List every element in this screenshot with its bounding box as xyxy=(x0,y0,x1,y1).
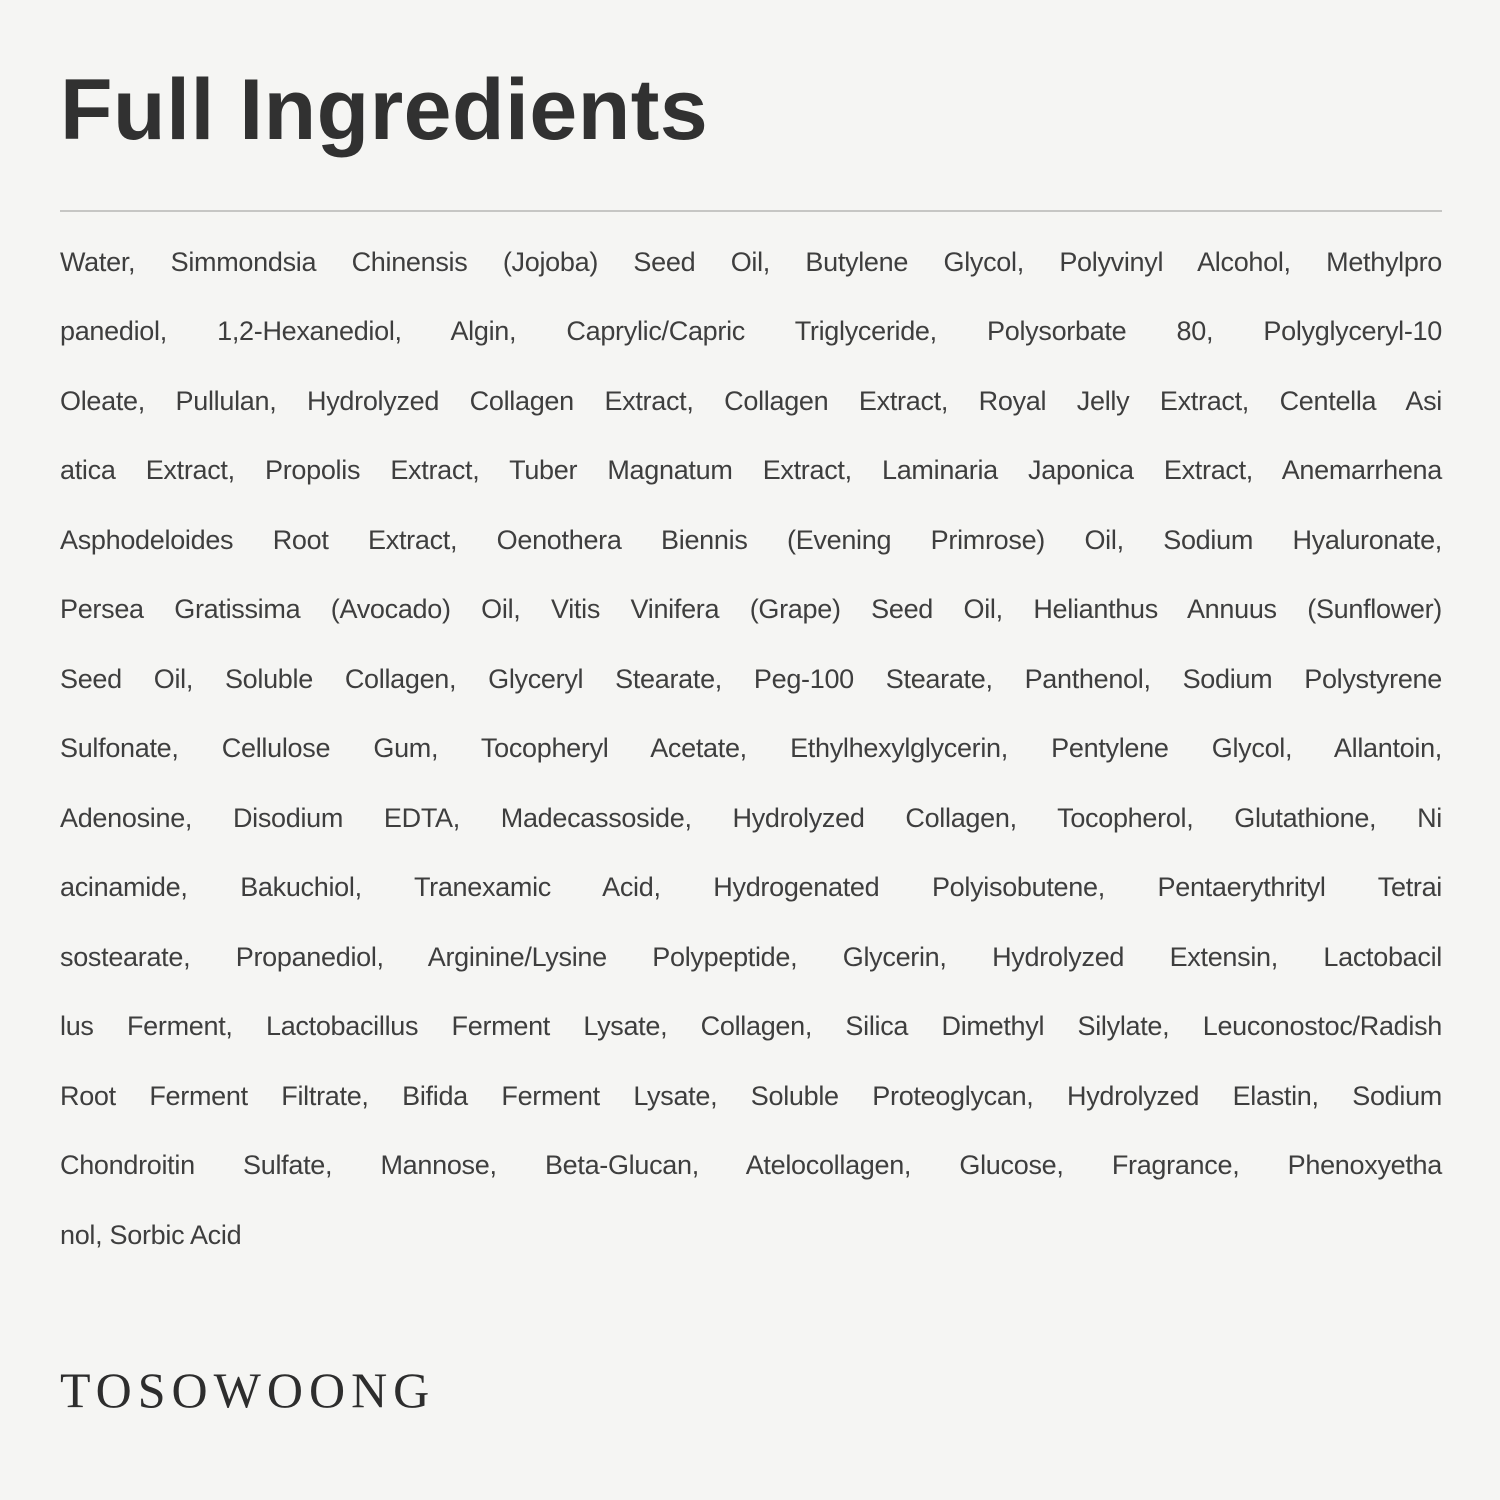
ingredients-line: Water, Simmondsia Chinensis (Jojoba) Seed Oil, Butylene Glycol, Polyvinyl Alcohol, Methylpro xyxy=(60,246,1442,277)
ingredients-line: Oleate, Pullulan, Hydrolyzed Collagen Extract, Collagen Extract, Royal Jelly Extract, Centella Asi xyxy=(60,385,1442,416)
ingredients-line: atica Extract, Propolis Extract, Tuber Magnatum Extract, Laminaria Japonica Extract, Anemarrhena xyxy=(60,455,1442,485)
ingredients-line: Root Ferment Filtrate, Bifida Ferment Lysate, Soluble Proteoglycan, Hydrolyzed Elastin, Sodium xyxy=(60,1080,1442,1111)
brand-logo: TOSOWOONG xyxy=(60,1362,436,1418)
ingredients-line: lus Ferment, Lactobacillus Ferment Lysate, Collagen, Silica Dimethyl Silylate, Leuconostoc/Radish xyxy=(60,1011,1442,1041)
ingredients-line: Asphodeloides Root Extract, Oenothera Biennis (Evening Primrose) Oil, Sodium Hyaluronate, xyxy=(60,524,1442,555)
ingredients-line: acinamide, Bakuchiol, Tranexamic Acid, Hydrogenated Polyisobutene, Pentaerythrityl Tetrai xyxy=(60,872,1442,902)
ingredients-line: Seed Oil, Soluble Collagen, Glyceryl Stearate, Peg-100 Stearate, Panthenol, Sodium Polystyrene xyxy=(60,663,1442,694)
ingredients-line: Persea Gratissima (Avocado) Oil, Vitis Vinifera (Grape) Seed Oil, Helianthus Annuus (Sunflower) xyxy=(60,594,1442,624)
ingredients-line: Sulfonate, Cellulose Gum, Tocopheryl Acetate, Ethylhexylglycerin, Pentylene Glycol, Allantoin, xyxy=(60,733,1442,763)
ingredients-line: panediol, 1,2-Hexanediol, Algin, Caprylic/Capric Triglyceride, Polysorbate 80, Polyglyceryl-10 xyxy=(60,316,1442,346)
divider xyxy=(60,210,1442,212)
page-title: Full Ingredients xyxy=(60,62,709,158)
ingredients-line: sostearate, Propanediol, Arginine/Lysine Polypeptide, Glycerin, Hydrolyzed Extensin, Lactobacil xyxy=(60,941,1442,972)
ingredients-line: nol, Sorbic Acid xyxy=(60,1219,242,1250)
ingredients-line: Chondroitin Sulfate, Mannose, Beta-Glucan, Atelocollagen, Glucose, Fragrance, Phenoxyetha xyxy=(60,1150,1442,1180)
ingredients-line: Adenosine, Disodium EDTA, Madecassoside, Hydrolyzed Collagen, Tocopherol, Glutathione, Ni xyxy=(60,802,1442,833)
ingredients-text xyxy=(60,228,1442,1271)
